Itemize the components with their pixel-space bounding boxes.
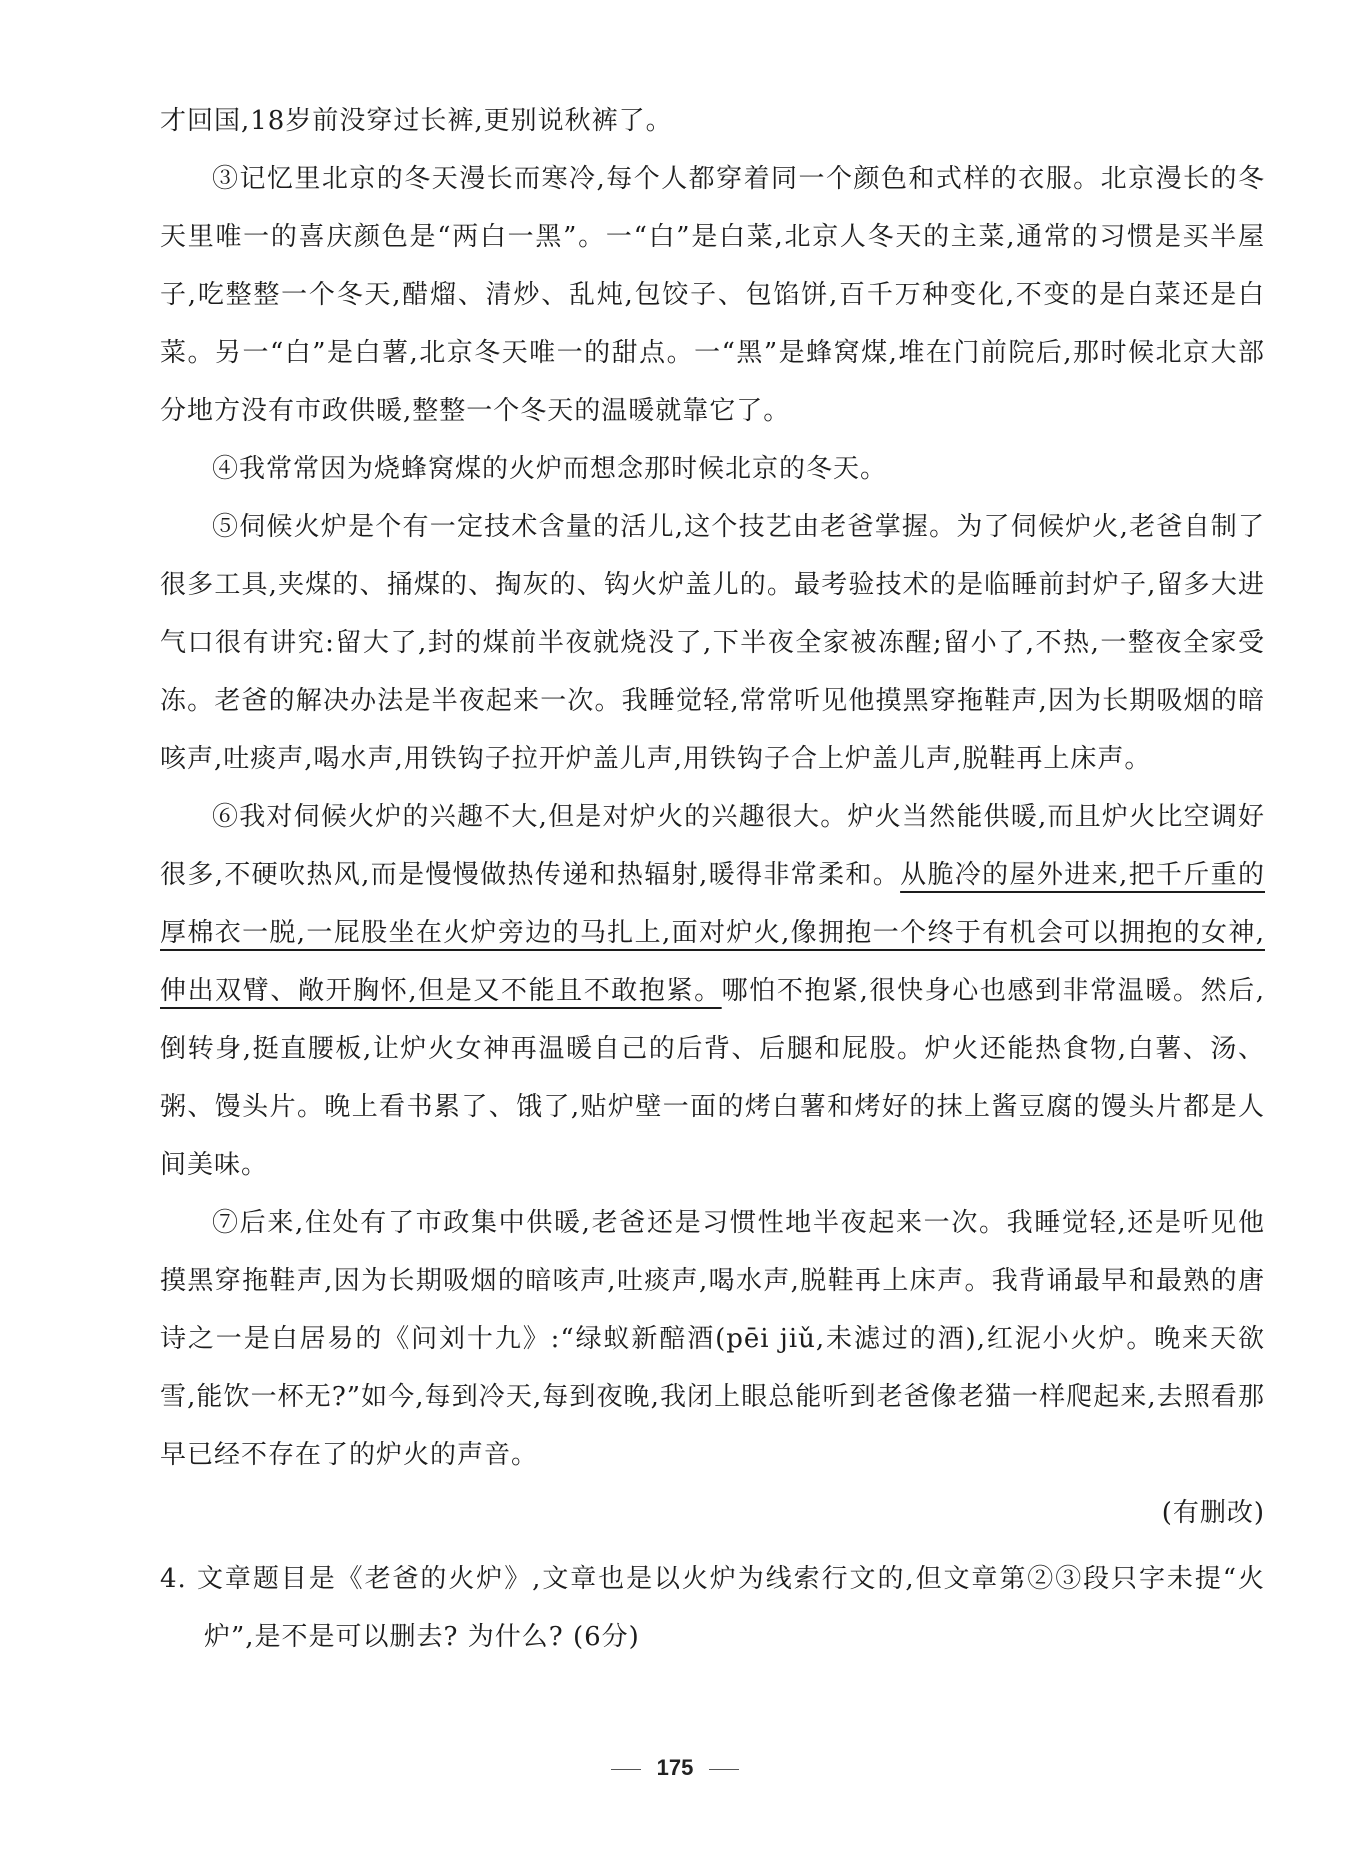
article-body bbox=[160, 92, 1265, 1666]
paragraph-7: ⑦后来,住处有了市政集中供暖,老爸还是习惯性地半夜起来一次。我睡觉轻,还是听见他摸黑穿拖鞋声,因为长期吸烟的暗咳声,吐痰声,喝水声,脱鞋再上床声。我背诵最早和最熟的唐诗之一是白居易的《问刘十九》:“绿蚁新醅酒(pēi jiǔ,未滤过的酒),红泥小火炉。晚来天欲雪,能饮一杯无?”如今,每到冷天,每到夜晚,我闭上眼总能听到老爸像老猫一样爬起来,去照看那早已经不存在了的炉火的声音。 bbox=[160, 1208, 1265, 1470]
paragraph-continued: 才回国,18岁前没穿过长裤,更别说秋裤了。 bbox=[160, 106, 673, 136]
underlined-sentence: 从脆冷的屋外进来,把千斤重的厚棉衣一脱,一屁股坐在火炉旁边的马扎上,面对炉火,像拥抱一个终于有机会可以拥抱的女神,伸出双臂、敞开胸怀,但是又不能且不敢抱紧。 bbox=[160, 860, 1265, 1006]
paragraph-4: ④我常常因为烧蜂窝煤的火炉而想念那时候北京的冬天。 bbox=[212, 454, 888, 484]
question-4: 4. 文章题目是《老爸的火炉》,文章也是以火炉为线索行文的,但文章第②③段只字未提“火炉”,是不是可以删去? 为什么? (6分) bbox=[160, 1564, 1265, 1652]
paragraph-5: ⑤伺候火炉是个有一定技术含量的活儿,这个技艺由老爸掌握。为了伺候炉火,老爸自制了很多工具,夹煤的、捅煤的、掏灰的、钩火炉盖儿的。最考验技术的是临睡前封炉子,留多大进气口很有讲究:留大了,封的煤前半夜就烧没了,下半夜全家被冻醒;留小了,不热,一整夜全家受冻。老爸的解决办法是半夜起来一次。我睡觉轻,常常听见他摸黑穿拖鞋声,因为长期吸烟的暗咳声,吐痰声,喝水声,用铁钩子拉开炉盖儿声,用铁钩子合上炉盖儿声,脱鞋再上床声。 bbox=[160, 512, 1265, 774]
paragraph-6-part-a: ⑥我对伺候火炉的兴趣不大,但是对炉火的兴趣很大。炉火当然能供暖,而且炉火比空调好很多,不硬吹热风,而是慢慢做热传递和热辐射,暖得非常柔和。 bbox=[160, 802, 1265, 890]
page-number-dash-left bbox=[611, 1769, 641, 1770]
source-note: (有删改) bbox=[1161, 1498, 1265, 1528]
paragraph-6-part-b: 哪怕不抱紧,很快身心也感到非常温暖。然后,倒转身,挺直腰板,让炉火女神再温暖自己的后背、后腿和屁股。炉火还能热食物,白薯、汤、粥、馒头片。晚上看书累了、饿了,贴炉壁一面的烤白薯和烤好的抹上酱豆腐的馒头片都是人间美味。 bbox=[160, 976, 1266, 1180]
paragraph-6 bbox=[160, 788, 1265, 1194]
page-number-value: 175 bbox=[656, 1755, 694, 1780]
page-number bbox=[0, 1755, 1350, 1781]
page-number-dash-right bbox=[709, 1769, 739, 1770]
paragraph-3: ③记忆里北京的冬天漫长而寒冷,每个人都穿着同一个颜色和式样的衣服。北京漫长的冬天里唯一的喜庆颜色是“两白一黑”。一“白”是白菜,北京人冬天的主菜,通常的习惯是买半屋子,吃整整一个冬天,醋熘、清炒、乱炖,包饺子、包馅饼,百千万种变化,不变的是白菜还是白菜。另一“白”是白薯,北京冬天唯一的甜点。一“黑”是蜂窝煤,堆在门前院后,那时候北京大部分地方没有市政供暖,整整一个冬天的温暖就靠它了。 bbox=[160, 164, 1265, 426]
